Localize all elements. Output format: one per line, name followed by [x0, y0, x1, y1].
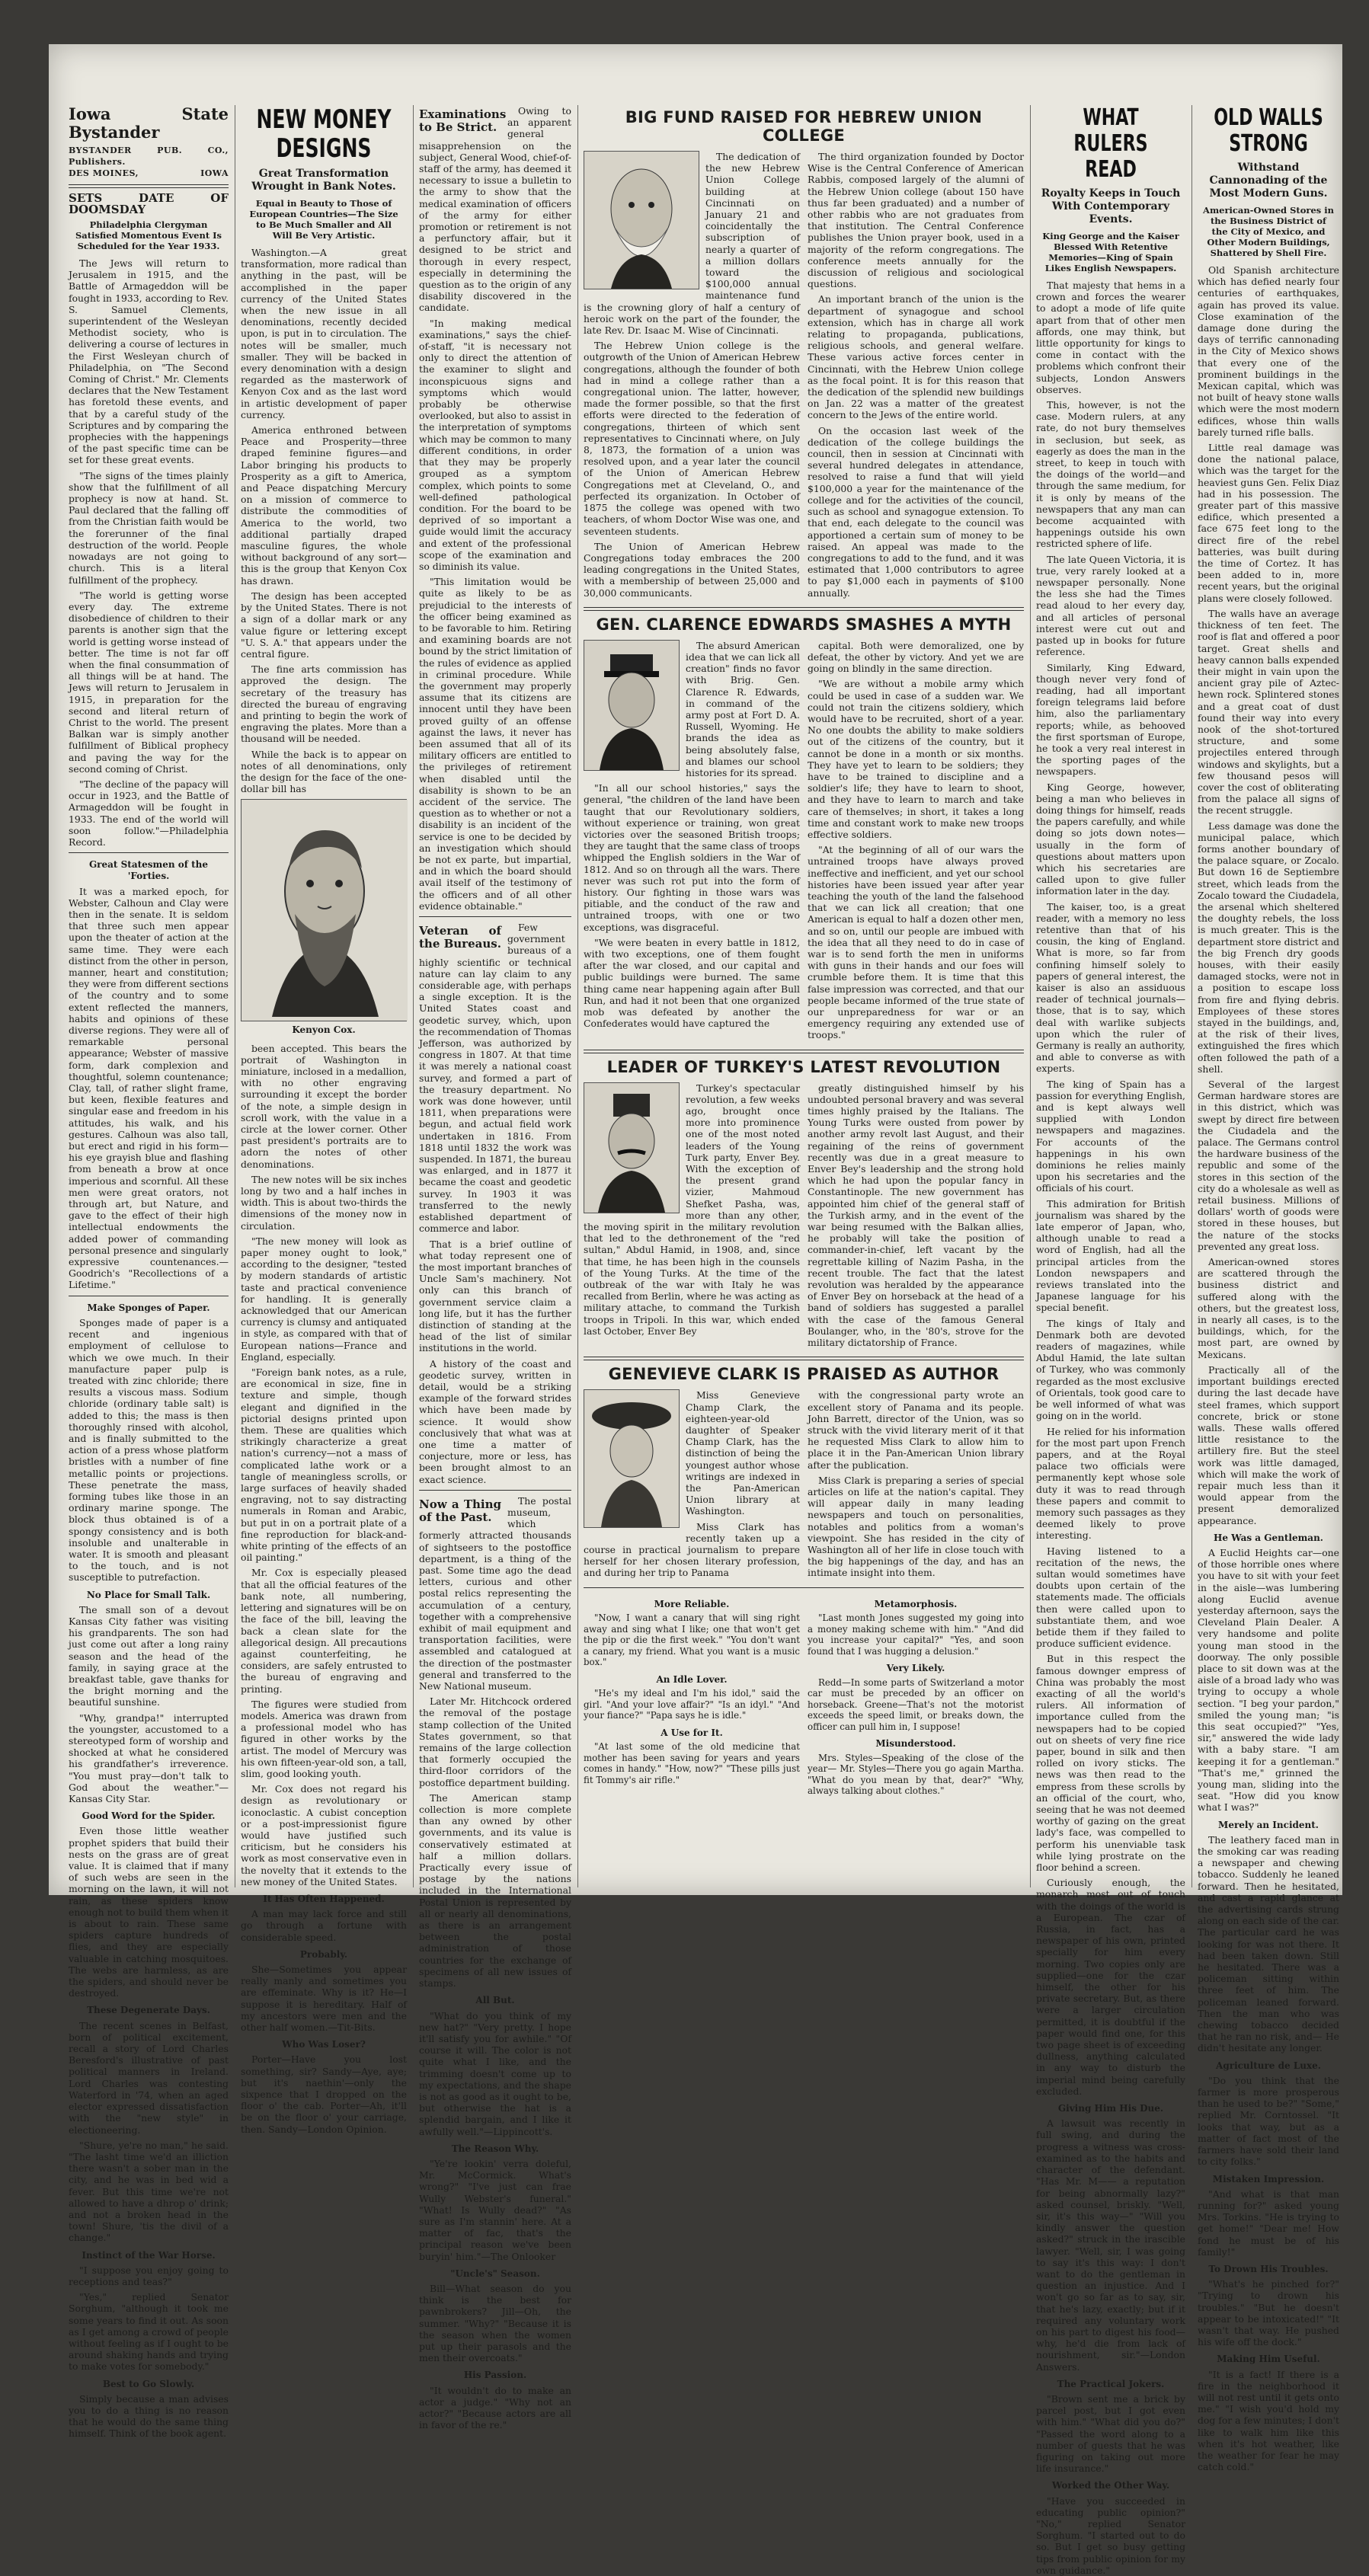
paragraph: "In all our school histories," says the general, "the children of the land have been taught that our Revolutionary soldiers, without experience or training, won great victories over the seasoned British troops; they are taught that the same class of troops whipped the English soldiers in the War of 1812. And so on through all the wars. There never was such rot put into the form of history. Our fighting in those wars was pitiable, and the conduct of the raw and untrained troops, with one or two exceptions, was disgraceful. — [584, 782, 800, 933]
rulers-headline: WHAT RULERS READ — [1073, 104, 1148, 183]
portrait-illustration — [584, 152, 699, 289]
paragraph: The postal museum, which formerly attracted thousands of sightseers to the postoffice department, is a thing of the past. Some time ago the dead letters, curious and other postal relics representing the accumulation of a century, together with a comprehensive exhibit of mail equipment and transportation facilities, were assembled and catalogued at the direction of the postmaster general and transferred to the New National museum. — [419, 1494, 571, 1692]
paragraph: But in this respect the famous downger empress of China was probably the most exacting of all the world's rulers. All information of importance culled from the newspapers had to be copied out on sheets of very fine rice paper, bound in silk and then rolled on ivory sticks. The news was then read to the empress from these scrolls by an official of the court, who, seeing that he was not deemed worthy of gazing on the great lady's face, was compelled to perform his unenviable task while lying prostrate on the floor behind a screen. — [1036, 1653, 1185, 1874]
degenerate-headline: These Degenerate Days. — [87, 2005, 210, 2016]
doomsday-body — [69, 257, 229, 848]
paragraph: "This limitation would be quite as likely to be as prejudicial to the interests of the officer being examined as to be favorable to him. Retiring and examining boards are not bound by the strict limitation of the rules of evidence as applied in criminal procedure. While the government may properly assume that its citizens are innocent until they have been proved guilty of an offense against the laws, it never has been assumed that all of its military officers are entitled to the privileges of retirement when disabled until the disability is shown to be an accident of the service. The question as to whether or not a disability is an incident of the service is one to be decided by an investigation which should be not ex parte, but impartial, and in which the board should avail itself of the testimony of the officers and of all other evidence obtainable." — [419, 576, 571, 912]
turkey-headline: LEADER OF TURKEY'S LATEST REVOLUTION — [606, 1057, 1001, 1076]
walls-deck: American-Owned Stores in the Business District of the City of Mexico, and Other Modern Buildings, Shattered by Shell Fire. — [1203, 205, 1334, 258]
enver-bey-portrait — [584, 1082, 680, 1213]
item-text: "He's my ideal and I'm his idol," said the girl. "And your love affair?" "Is an idyl." "And your fiance?" "Papa says he is idle." — [584, 1688, 800, 1721]
column-6 — [1036, 104, 1185, 2576]
item-headline: He Was a Gentleman. — [1214, 1532, 1323, 1543]
edwards-headline: GEN. CLARENCE EDWARDS SMASHES A MYTH — [596, 615, 1012, 634]
smalltalk-headline: No Place for Small Talk. — [86, 1589, 211, 1600]
paragraph: been accepted. This bears the portrait of Washington in miniature, inclosed in a medallion, with no other engraving surrounding it except the border of the note, a simple design in scroll work, with the value in a circle at the lower corner. Other past president's portraits are to adorn the notes of other denominations. — [241, 1042, 407, 1170]
rulers-body — [1036, 280, 1185, 2097]
divider — [584, 1050, 1024, 1053]
warhorse-body — [69, 2264, 229, 2373]
walls-headline: OLD WALLS STRONG — [1214, 104, 1323, 157]
item-headline: Making Him Useful. — [1217, 2354, 1320, 2365]
rulers-deck: King George and the Kaiser Blessed With Retentive Memories—King of Spain Likes English Newspapers. — [1042, 231, 1179, 273]
paragraph: "The decline of the papacy will occur in 1923, and the Battle of Armageddon will be fought in 1933. The end of the world will soon follow."—Philadelphia Record. — [69, 778, 229, 848]
paragraph: "The new money will look as paper money ought to look," according to the designer, "tested by modern standards of artistic taste and practical convenience for handling. It is generally acknowledged that our American currency is clumsy and antiquated in style, as compared with that of European nations—France and England, especially. — [241, 1235, 407, 1363]
item-text: "And what is that man running for?" asked young Mrs. Torkins. "He is trying to get home!" "Dear me! How fond he must be of his family!" — [1198, 2188, 1339, 2258]
paragraph: The small son of a devout Kansas City father was visiting his grandparents. The son had just come out after a long rainy season and the head of the family, in saying grace at the breakfast table, gave thanks for the bright morning and the beautiful sunshine. — [69, 1603, 229, 1708]
paragraph: "The world is getting worse every day. The extreme disobedience of children to their parents is another sign that the world is getting worse instead of better. The time is not far off when the final consummation of all things will be at hand. The Jews will return to Jerusalem in 1915, in preparation for the second and literal return of Christ to the world. The present Balkan war is simply another fulfillment of Biblical prophecy and paving the way for the second coming of Christ. — [69, 589, 229, 775]
paragraph: "Why, grandpa!" interrupted the youngster, accustomed to a stereotyped form of worship and shocked at what he considered his grandfather's irreverence. "You must pray—don't talk to God about the weather."—Kansas City Star. — [69, 1711, 229, 1805]
misc4-items-left — [584, 1593, 800, 1801]
masthead-state: IOWA — [200, 168, 229, 179]
masthead-publisher: BYSTANDER PUB. CO., Publishers. — [69, 145, 229, 168]
item-headline: Who Was Loser? — [282, 2039, 366, 2050]
money-body — [241, 247, 407, 794]
hebrew-body-continued — [808, 151, 1024, 602]
paragraph: Even those little weather prophet spiders that build their nests on the grass are of great value. It is claimed that if many of such webs are seen in the morning on the lawn, it will not rain, as these spiders know enough not to build them when it is about to rain. These same spiders capture hundreds of flies, and they are especially valuable in catching mosquitoes. The webs are harmless, as are the spiders, and should never be destroyed. — [69, 1825, 229, 1999]
goslowly-body — [69, 2393, 229, 2440]
paragraph: American-owned stores are scattered through the business district and suffered along with the others, but the greatest loss, in nearly all cases, is to the buildings, which, for the most part, are owned by Mexicans. — [1198, 1256, 1339, 1360]
paragraph: capital. Both were demoralized, one by defeat, the other by victory. And yet we are going on blindly in the same direction. — [808, 639, 1024, 675]
column-rule — [413, 105, 414, 1887]
item-text: A man may lack force and still go through a fortune with considerable speed. — [241, 1908, 407, 1943]
paragraph: Few government bureaus of a highly scientific or technical nature can lay claim to any considerable age, with perhaps a single exception. It is the United States coast and geodetic survey, which, upon the recommendation of Thomas Jefferson, was authorized by congress in 1807. At that time it was merely a national coast survey, and formed a part of the treasury department. No work was done however, until 1811, when preparations were begun, and actual field work undertaken in 1816. From 1818 until 1832 the work was suspended. In 1871, the bureau was enlarged, and in 1877 it became the coast and geodetic survey. In 1903 it was transferred to the newly established department of commerce and labor. — [419, 922, 572, 1235]
genevieve-headline: GENEVIEVE CLARK IS PRAISED AS AUTHOR — [608, 1365, 1000, 1384]
money-headline: NEW MONEY DESIGNS — [256, 104, 392, 164]
sponges-body — [69, 1317, 229, 1584]
paragraph: While the back is to appear on notes of all denominations, only the design for the face of the one-dollar bill has — [241, 748, 407, 795]
divider — [419, 1490, 571, 1491]
paragraph: Mr. Cox does not regard his design as revolutionary or iconoclastic. A cubist conception or a post-impressionist figure would have justified such criticism, but he considers his work as most conservative even in the novelty that it extends to the new money of the United States. — [241, 1783, 407, 1887]
paragraph: "We are without a mobile army which could be used in case of a sudden war. We could not train the citizens soldiery, which would have to be recruited, short of a year. No one doubts the ability to make soldiers out of the citizens of the country, but it cannot be done in a month or six months. They have yet to learn to be soldiers; they have to be trained to discipline and a soldier's life; they have to learn to shoot, and they have to learn to march and take care of themselves; in short, it takes a long time and constant work to make new troops effective soldiers. — [808, 678, 1024, 840]
paragraph: with the congressional party wrote an excellent story of Panama and its people. John Barrett, director of the Union, was so struck with the vivid literary merit of it that he requested Miss Clark to allow him to place it in the Pan-American Union library after the publication. — [808, 1389, 1024, 1471]
portrait-illustration — [584, 1390, 679, 1527]
paragraph: King George, however, being a man who believes in doing things for himself, reads the papers carefully, and while doing so jots down notes—usually in the form of questions about matters upon which his secretaries are called upon to give fuller information later in the day. — [1036, 781, 1185, 897]
paragraph: "Foreign bank notes, as a rule, are economical in size, fine in texture and simple, though elegant and dignified in the pictorial designs printed upon them. These are qualities which strikingly characterize a great nation's currency—not a mass of complicated lathe work or a tangle of meaningless scrolls, or large surfaces of heavily shaded engraving, not to say distracting numerals in Roman and Arabic, but put in on a portrait plate of a fine reproduction for black-and-white printing of the effects of an oil painting." — [241, 1366, 407, 1564]
item-text: Redd—In some parts of Switzerland a motor car must be preceded by an officer on horseback. Greene—That's not the motorist exceeds the speed limit, or breaks down, the officer can pull him in, I suppose! — [808, 1676, 1024, 1732]
thing-body — [419, 1495, 571, 1990]
paragraph: A history of the coast and geodetic survey, written in detail, would be a striking example of the forward strides which have been made by science. It would show conclusively that what was at one time a matter of conjecture, more or less, has been brought almost to an exact science. — [419, 1357, 571, 1485]
edwards-body-continued — [808, 640, 1024, 1045]
divider — [584, 607, 1024, 611]
item-headline: Metamorphosis. — [874, 1598, 958, 1609]
paragraph: Having listened to a recitation of the news, the sultan would sometimes have doubts upon certain of the statements made. The officials then were called upon to substantiate them, and woe betide them if they failed to produce sufficient evidence. — [1036, 1545, 1185, 1650]
center-spread — [584, 105, 1024, 1887]
genevieve-clark-portrait — [584, 1389, 680, 1528]
degenerate-body — [69, 2020, 229, 2244]
paragraph: "I suppose you enjoy going to receptions and teas?" — [69, 2264, 229, 2287]
money-deck: Equal in Beauty to Those of European Countries—The Size to Be Much Smaller and All Will Be Very Artistic. — [249, 198, 398, 241]
item-headline: A Use for It. — [661, 1727, 723, 1738]
item-text: "Do you think that the farmer is more prosperous than he used to be?" "Some," replied Mr. Corntossel. "It looks that way, but as a matter of fact most of the farmers have sold their land to city folks." — [1198, 2074, 1339, 2168]
item-text: The leathery faced man in the smoking car was reading a newspaper and chewing tobacco. Suddenly he leaned forward. Then he hesitated, and cast a rapid glance at the advertising cards strung along on each side of the car. The particular card he was looking for was not there. It had been taken down. Still he hesitated. There was a policeman sitting within three feet of him. The policeman leaned forward. Then the man who was chewing tobacco decided that he ran no risk, and— He didn't hesitate any longer. — [1198, 1833, 1339, 2054]
statesmen-body — [69, 886, 229, 1291]
paragraph: "At the beginning of all of our wars the untrained troops have always proved ineffective and inefficient, and yet our school histories have been issued year after year teaching the youth of the land the falsehood that we can lick all creation; that one American is equal to half a dozen other men, and so on, until our people are imbued with the idea that all they need to do in case of war is to send forth the men in uniforms with guns in their hands and our foes will crumble before them. It is time that this false impression was corrected, and that our people became informed of the true state of our unpreparedness for war or an emergency requiring any extended use of troops." — [808, 844, 1024, 1041]
examinations-body — [419, 105, 571, 912]
edwards-portrait — [584, 640, 680, 771]
paragraph: Several of the largest German hardware stores are in this district, which was swept by direct fire between the Ciudadela and the palace. The Germans control the hardware business of the republic and some of the stores in this section of the city do a wholesale as well as retail business. Millions of dollars' worth of goods were stored in these houses, but the nature of the stocks prevented any great loss. — [1198, 1079, 1339, 1252]
paragraph: The king of Spain has a passion for everything English, and is kept always well supplied with London newspapers and magazines. For accounts of the happenings in his own dominions he relies mainly upon his secretaries and the officials of his court. — [1036, 1078, 1185, 1194]
sponges-headline: Make Sponges of Paper. — [87, 1302, 210, 1313]
paragraph: The absurd American idea that we can lick all creation" finds no favor with Brig. Gen. Clarence R. Edwards, in command of the army post at Fort D. A. Russell, Wyoming. He brands the idea as being absolutely false, and blames our school histories for its spread. — [686, 639, 800, 778]
item-text: "At last some of the old medicine that mother has been saving for years and years comes in handy." "How, now?" "These pills just fit Tommy's air rifle." — [584, 1741, 800, 1785]
paragraph: Old Spanish architecture which has defied nearly four centuries of earthquakes, again has proved its value. Close examination of the damage done during the days of terrific cannonading in the City of Mexico shows that every one of the prominent buildings in the Mexican capital, which was not built of heavy stone walls which were the most modern edifices, whose thin walls barely turned rifle balls. — [1198, 264, 1339, 438]
paragraph: The dedication of the new Hebrew Union College building at Cincinnati on January 21 and coincidentally the subscription of nearly a quarter of a million dollars toward the $100,000 annual maintenance fund is the crowning glory of half a century of heroic work on the part of the founder, the late Rev. Dr. Isaac M. Wise of Cincinnati. — [584, 151, 800, 337]
paragraph: Curiously enough, the monarch most out of touch with the doings of the world is a European. The czar of Russia, in fact, has a newspaper of his own, printed specially for him every morning. Two copies only are supplied—one for the czar himself, the other for his private secretary. But, as there were a larger circulation permitted, it is doubtful if the paper would find one, for this two page sheet is of exceeding dullness, anything calculated in any way to disturb the imperial mind being carefully excluded. — [1036, 1877, 1185, 2097]
masthead-city-line — [69, 168, 229, 179]
column-7 — [1198, 104, 1340, 2473]
item-headline: Giving Him His Due. — [1057, 2103, 1164, 2114]
paragraph: "In making medical examinations," says the chief-of-staff, "it is necessary not only to direct the attention of the examiner to slight and inconspicuous signs and symptoms which would probably be otherwise overlooked, but also to assist in the interpretation of symptoms which may be common to many different conditions, in order that they may be properly grouped as a symptom complex, which points to some well-defined pathological condition. For the board to be deprived of so important a guide would limit the accuracy and extent of the professional scope of the examination and so diminish its value. — [419, 317, 571, 572]
item-headline: Misunderstood. — [875, 1738, 956, 1750]
kenyon-cox-caption: Kenyon Cox. — [292, 1024, 356, 1036]
item-text: A lawsuit was recently in full swing, and during the progress a witness was cross-examined as to the habits and character of the defendant. "Has Mr. M—— a reputation for being abnormally lazy?" asked counsel, briskly. "Well, sir, it's this way—" "Will you kindly answer the question asked?" struck in the irascible lawyer. "Well, sir, I was going to say it's this way: I don't want to do the gentleman in question an injustice. And I won't go so far as to say, sir, that he's lazy, exactly; but if it required any voluntary work on his part to digest his food—why, he'd die from lack of nourishment, sir."—London Answers. — [1036, 2117, 1185, 2373]
genevieve-body-continued — [808, 1389, 1024, 1582]
paragraph: The American stamp collection is more complete than any owned by other governments, and its value is conservatively estimated at half a million dollars. Practically every issue of postage by the nations included in the International Postal Union is represented by all or nearly all denominations, as there is an arrangement between the postal administration of those countries for the exchange of specimens of all new issues of stamps. — [419, 1791, 571, 1990]
item-headline: More Reliable. — [654, 1598, 730, 1609]
paragraph: The fine arts commission has approved the design. The secretary of the treasury has directed the bureau of engraving and printing to begin the work of engraving the plates. More than a thousand will be needed. — [241, 663, 407, 745]
paragraph: Practically all of the important buildings erected during the last decade have steel frames, which support concrete, brick or stone walls. These walls offered little resistance to the artillery fire. But the steel work was little damaged, which will make the work of repair much less than it would appear from the present demoralized appearance. — [1198, 1363, 1339, 1526]
item-text: She—Sometimes you appear really manly and sometimes you are effeminate. Why is it? He—I suppose it is hereditary. Half of my ancestors were men and the other half women.—Tit-Bits. — [241, 1963, 407, 2033]
veteran-body — [419, 922, 571, 1485]
paragraph: "The signs of the times plainly show that the fulfillment of all prophecy is now at hand. St. Paul declared that the falling off from the Christian faith would be the forerunner of the final destruction of the world. People nowadays are not going to church. This is a literal fulfillment of the prophecy. — [69, 469, 229, 586]
veteran-headline: Veteran of the Bureaus. — [419, 924, 501, 951]
statesmen-headline: Great Statesmen of the 'Forties. — [88, 859, 209, 882]
column-3 — [419, 105, 572, 2431]
rulers-subhead: Royalty Keeps in Touch With Contemporary Events. — [1041, 187, 1181, 225]
paragraph: An important branch of the union is the department of synagogue and school extension, which has in charge all work relating to propaganda, publications, religious schools, and general welfare. These various active forces center in Cincinnati, with the Hebrew Union college as the focal point. It is for this reason that the dedication of the splendid new buildings on Jan. 22 was a matter of the greatest concern to the Jews of the entire world. — [808, 293, 1024, 421]
item-text: "It wouldn't do to make an actor a judge." "Why not an actor?" "Because actors are all in favor of the re." — [419, 2384, 571, 2431]
paragraph: Mr. Cox is especially pleased that all the official features of the bank note, all numbering, lettering and signatures will be on the face of the bill, leaving the back a clean slate for the allegorical design. All precautions against counterfeiting, he considers, are safely entrusted to the bureau of engraving and printing. — [241, 1567, 407, 1695]
paragraph: That majesty that hems in a crown and forces the wearer to adopt a mode of life quite apart from that of other men affords, one may think, but little opportunity for kings to come in contact with the problems which confront their subjects, London Answers observes. — [1036, 280, 1185, 395]
examinations-headline: Examinations to Be Strict. — [419, 107, 507, 134]
money-body-continued — [241, 1043, 407, 1887]
divider — [69, 852, 229, 853]
money-subhead: Great Transformation Wrought in Bank Notes. — [251, 168, 396, 193]
goslowly-headline: Best to Go Slowly. — [102, 2378, 195, 2389]
misc2-items — [241, 1894, 407, 2135]
paragraph: The recent scenes in Belfast, born of political excitement, recall a story of Lord Charles Beresford's illustrative of past political manners in Ireland. Lord Charles was contesting Waterford in '74, when an aged elector expressed dissatisfaction with the "new style" in electioneering. — [69, 2019, 229, 2136]
paragraph: Miss Clark has recently taken up a course in practical journalism to prepare herself for her chosen literary profession, and during her trip to Panama — [584, 1520, 800, 1579]
column-rule — [1030, 105, 1031, 1887]
item-headline: Mistaken Impression. — [1212, 2173, 1325, 2184]
item-headline: "Uncle's" Season. — [450, 2268, 540, 2279]
thing-headline: Now a Thing of the Past. — [419, 1497, 501, 1524]
paragraph: This, however, is not the case. Modern rulers, at any rate, do not bury themselves in seclusion, but seek, as eagerly as does the man in the street, to keep in touch with the doings of the world—and through the same medium, for it is only by means of the newspapers that any man can become acquainted with happenings outside his own restricted sphere of life. — [1036, 399, 1185, 550]
divider — [419, 916, 571, 917]
portrait-illustration — [584, 641, 679, 770]
masthead-title: Iowa State Bystander — [69, 104, 229, 142]
paragraph: The Jews will return to Jerusalem in 1915, and the Battle of Armageddon will be fought in 1933, according to Rev. S. Samuel Clements, superintendent of the Wesleyan Methodist society, who is delivering a course of lectures in the First Wesleyan church of Philadelphia, on "The Second Coming of Christ." Mr. Clements declares that the New Testament has foretold these events, and that by a careful study of the Scriptures and by comparing the prophecies with the happenings of the past specific time can be set for these great events. — [69, 257, 229, 466]
portrait-illustration — [584, 1083, 679, 1213]
paragraph: The new notes will be six inches long by two and a half inches in width. This is about two-thirds the dimensions of the money now in circulation. — [241, 1173, 407, 1232]
item-text: "Brown sent me a brick by parcel post, but I got even with him." "What did you do?" "Passed the word along to a number of guests that he was figuring on taking out more life insurance." — [1036, 2392, 1185, 2475]
paragraph: Later Mr. Hitchcock ordered the removal of the postage stamp collection of the United States government, so that remains of the large collection that formerly occupied the third-floor corridors of the postoffice department building. — [419, 1695, 571, 1788]
paragraph: This admiration for British journalism was shared by the late emperor of Japan, who, although unable to read a word of English, had all the principal articles from the London newspapers and reviews translated into the Japanese language for his special benefit. — [1036, 1197, 1185, 1314]
paragraph: "We were beaten in every battle in 1812, with two exceptions, one of them fought after the war closed, and our capital and public buildings were burned. The same thing came near happening again after Bull Run, and had it not been that one organized mob was defeated by another the Confederates would have captured the — [584, 936, 800, 1030]
paragraph: The walls have an average thickness of ten feet. The roof is flat and offered a poor target. Great shells and heavy cannon balls expended their might in vain upon the ancient gray pile of Aztec-hewn rock. Splintered stones and a great coat of dust found their way into every nook of the shot-tortured structure, and some projectiles entered through windows and skylights, but a few thousand pesos will cover the cost of obliterating from the palace all signs of the recent struggle. — [1198, 607, 1339, 817]
misc3-items — [419, 1995, 571, 2431]
walls-subhead: Withstand Cannonading of the Most Modern Guns. — [1209, 161, 1328, 200]
item-text: A Euclid Heights car—one of those horrible ones where you have to sit with your feet in the aisle—was lumbering along Euclid avenue yesterday afternoon, says the Cleveland Plain Dealer. A very handsome and polite young man stood in the doorway. The only possible place to sit down was at the aisle of a broad lady who was trying to occupy a whole section. "I beg your pardon," smiled the young man; "is this seat occupied?" "Yes, sir," answered the wide lady with a baby stare. "I am keeping it for a gentleman." "That's me," grinned the young man, sliding into the seat. "How did you know what I was?" — [1198, 1546, 1339, 1814]
item-headline: To Drown His Troubles. — [1208, 2263, 1329, 2274]
doomsday-headline: SETS DATE OF DOOMSDAY — [69, 190, 229, 216]
paragraph: Less damage was done the municipal palace, which forms another boundary of the palace square, or Zocalo. But down 16 de Septiembre street, which leads from the Zocalo toward the Ciudadela, the arsenal which sheltered the doughty rebels, the loss is much greater. This is the department store district and the big French dry goods houses, with their easily damaged stocks, were not in a position to escape loss from fire and flying debris. Employees of these stores stayed in the buildings, and, at the risk of their lives, extinguished the fires which often followed the path of a shell. — [1198, 820, 1339, 1075]
paragraph: The figures were studied from models. America was drawn from a professional model who has figured in other works by the artist. The model of Mercury was his own fifteen-year-old son, a tall, slim, good looking youth. — [241, 1698, 407, 1779]
paragraph: That is a brief outline of what today represent one of the most important branches of Uncle Sam's machinery. Not only can this branch of government service claim a long life, but it has the further distinction of standing at the head of the list of similar institutions in the world. — [419, 1238, 571, 1354]
newspaper-page — [49, 44, 1342, 2576]
column-1 — [69, 104, 229, 2440]
paragraph: Sponges made of paper is a recent and ingenious employment of cellulose to which we owe much. In their manufacture paper pulp is treated with zinc chloride; there results a viscous mass. Sodium chloride (ordinary table salt) is added to this; the mass is then thoroughly rinsed with alcohol, and is finally submitted to the action of a press whose platform bristles with a number of fine metallic points or projections. These penetrate the mass, forming tubes like those in an ordinary marine sponge. The block thus obtained is of a spongy consistency and is both insoluble and unalterable in water. It is smooth and pleasant to the touch, and is not susceptible to putrefaction. — [69, 1316, 229, 1584]
warhorse-headline: Instinct of the War Horse. — [82, 2249, 216, 2261]
item-text: "Have you succeeded in educating public opinion?" "No," replied Senator Sorghum. "I started out to do so. But I get so busy getting tips from public opinion for my own guidance." — [1036, 2495, 1185, 2576]
turkey-body-continued — [808, 1082, 1024, 1353]
kenyon-cox-portrait — [241, 799, 407, 1021]
paragraph: The kaiser, too, is a great reader, with a memory no less retentive than that of his cousin, the king of England. What is more, so far from confining himself solely to papers of general interest, the kaiser is also an assiduous reader of technical journals—those, that is to say, which deal with warlike subjects upon which the ruler of Germany is really an authority, and able to converse as with experts. — [1036, 900, 1185, 1075]
misc5-items — [1036, 2103, 1185, 2576]
paragraph: The kings of Italy and Denmark both are devoted readers of magazines, while Abdul Hamid, the late sultan of Turkey, who was commonly regarded as the most exclusive of Orientals, took good care to be well informed of what was going on in the world. — [1036, 1317, 1185, 1422]
walls-body — [1198, 264, 1339, 1526]
item-text: Bill—What season do you think is the best for pawnbrokers? Jill—Oh, the summer. "Why?" "Because it is the season when the women put up their parasols and the men their overcoats." — [419, 2282, 571, 2364]
item-headline: Agriculture de Luxe. — [1216, 2060, 1321, 2071]
masthead-publisher-line — [69, 145, 229, 168]
item-headline: Worked the Other Way. — [1051, 2480, 1170, 2491]
column-2 — [241, 104, 407, 2135]
paragraph: Little real damage was done the national palace, which was the target for the heaviest guns Gen. Felix Diaz had in his possession. The greater part of this massive edifice, which presented a face 675 feet long to the direct fire of the rebel batteries, was built during the time of Cortez. It has been added to in, more recent years, but the original plans were closely followed. — [1198, 442, 1339, 604]
paragraph: Turkey's spectacular revolution, a few weeks ago, brought once more into prominence one of the most noted leaders of the Young Turk party, Enver Bey. With the exception of the present grand vizier, Mahmoud Shefket Pasha, was, more than any other, the moving spirit in the military revolution that led to the dethronement of the "red sultan," Abdul Hamid, in 1908, and, since that time, he has been high in the counsels of the Young Turks. At the time of the outbreak of the war with Italy he was recalled from Berlin, where he was acting as military attache, to command the Turkish troops in Tripoli. In this war, which ended last October, Enver Bey — [584, 1082, 800, 1337]
masthead-city: DES MOINES, — [69, 168, 139, 179]
item-headline: All But. — [475, 1995, 515, 2006]
paragraph: Owing to an apparent general misapprehension on the subject, General Wood, chief-of-staff of the army, has deemed it necessary to issue a bulletin to the army to show that the medical examination of officers of the army for either promotion or retirement is not a perfunctory affair, but it designed to be strict and thorough in every respect, especially in determining the question as to the origin of any disability discovered in the candidate. — [419, 105, 571, 314]
paragraph: Washington.—A great transformation, more radical than anything in the past, will be accomplished in the paper currency of the United States when the new issue in all denominations, recently decided upon, is put in to circulation. The notes will be smaller, much smaller. They will be backed in every denomination with a design regarded as the masterwork of Kenyon Cox and as the last word in artistic development of paper currency. — [241, 247, 407, 420]
paragraph: "Shure, ye're no man," he said. "The lasht time we'd an illiction there wasn't a sober man in the city, and he was in bed wid a fever. But this time we're not allowed to have a dhrop o' drink; and not a broken head in the town! Shure, 'tis the divil of a change." — [69, 2139, 229, 2244]
paragraph: The Union of American Hebrew Congregations today embraces the 200 leading congregations in the United States, with a membership of between 25,000 and 30,000 communicants. — [584, 540, 800, 599]
misc6-items — [1198, 1532, 1339, 2473]
item-headline: Merely an Incident. — [1218, 1819, 1319, 1830]
paragraph: Similarly, King Edward, though never very fond of reading, had all important foreign telegrams laid before him, also the parliamentary reports; while, as behooved the first sportsman of Europe, he took a very real interest in the sporting pages of the newspapers. — [1036, 661, 1185, 778]
paragraph: The late Queen Victoria, it is true, very rarely looked at a newspaper personally. None the less she had the Times read aloud to her every day, and all articles of personal interest were cut out and pasted up in books for future reference. — [1036, 553, 1185, 658]
paragraph: The design has been accepted by the United States. There is not a sign of a dollar mark or any value figure or lettering except "U. S. A." that appears under the central figure. — [241, 590, 407, 660]
isaac-wise-portrait — [584, 151, 699, 289]
paragraph: Miss Clark is preparing a series of special articles on life at the nation's capital. They will appear daily in many leading newspapers and touch on personalities, notables and politics from a woman's viewpoint. She has resided in the city of Washington all of her life in close touch with the big happenings of the day, and has an intimate insight into them. — [808, 1474, 1024, 1579]
item-headline: The Practical Jokers. — [1057, 2378, 1165, 2389]
item-text: "Ye're lookin' verra doleful, Mr. McCormick. What's wrong?" "I've just can frae Wully Webster's funeral." "What! Is Wully dead?" "As sure as I'm stannin' here. At a matter of fac, that's the principal reason we've been buryin' him."—The Onlooker — [419, 2157, 571, 2262]
paragraph: It was a marked epoch, for Webster, Calhoun and Clay were then in the senate. It is seldom that three such men appear upon the theater of action at the same time. They were each distinct from the other in person, manner, heart and constitution; they were from different sections of the country and to some extent reflected the manners, habits and opinions of these diverse regions. They were all of remarkable personal appearance; Webster of massive form, dark complexion and thoughtful, solemn countenance; Clay, tall, of rather slight frame, but keen, flexible features and singular ease and freedom in his attitudes, his walk, and his gestures. Calhoun was also tall, but erect and rigid in his form—his eye grayish blue and flashing from beneath a brow at once imperious and scornful. All these men were great orators, not through art, but Nature, and gave to the effect of their high intellectual endowments the added power of commanding personal presence and singularly expressive countenances.—Goodrich's "Recollections of a Lifetime." — [69, 885, 229, 1291]
item-text: "Last month Jones suggested my going into a money making scheme with him." "And did you increase your capital?" "Yes, and soon found that I was hugging a delusion." — [808, 1612, 1024, 1657]
divider — [584, 1587, 1024, 1588]
hebrew-headline: BIG FUND RAISED FOR HEBREW UNION COLLEGE — [625, 108, 983, 145]
item-headline: The Reason Why. — [451, 2143, 539, 2154]
column-rule — [1191, 105, 1192, 1887]
item-text: "It is a fact! If there is a fire in the neighborhood it will not rest until it gets onto me." "I wish you'd hold my dog for a few minutes; I don't like to walk him like this when it's hot weather, like the weather for fear he may catch cold." — [1198, 2368, 1340, 2473]
item-headline: Very Likely. — [886, 1663, 945, 1674]
paragraph: Simply because a man advises you to do a thing is no reason that he would do the same thing himself. Think of the book agent. — [69, 2392, 229, 2440]
paragraph: greatly distinguished himself by his undoubted personal bravery and was several times highly praised by the Italians. The Young Turks were ousted from power by another army revolt last August, and their regaining of the reins of government recently was due in a great measure to Enver Bey's leadership and the strong hold which he had upon the popular fancy in Constantinople. The new government has appointed him chief of the general staff of the Turkish army, and in the event of the war being resumed with the Balkan allies, he probably will take the position of commander-in-chief, left vacant by the regrettable killing of Nazim Pasha, in the recent trouble. The fact that the latest revolution was heralded by the appearance of Enver Bey on horseback at the head of a band of soldiers has suggested a parallel with the case of the famous General Boulanger, who, in the '80's, strove for the military dictatorship of France. — [808, 1082, 1024, 1349]
paragraph: He relied for his information for the most part upon French papers, and at the Royal palace two officials were permanently kept whose sole duty it was to read through these papers and commit to memory such passages as they deemed likely to prove interesting. — [1036, 1425, 1185, 1542]
item-headline: His Passion. — [463, 2370, 527, 2381]
spider-headline: Good Word for the Spider. — [82, 1811, 216, 1822]
paragraph: America enthroned between Peace and Prosperity—three draped feminine figures—and Labor bringing his products to Prosperity as a gift to America, and Peace dispatching Mercury on a mission of commerce to distribute the commodities of America to the world, two additional partially draped masculine figures, the whole without background of any sort—this is the group that Kenyon Cox has drawn. — [241, 424, 407, 586]
paragraph: On the occasion last week of the dedication of the college buildings the council, then in session at Cincinnati with several hundred delegates in attendance, resolved to raise a fund that will yield $100,000 a year for the maintenance of the college and for the activities of the council, such as school and synagogue extension. To that end, each delegate to the council was apportioned a certain sum of money to be raised. An appeal was made to the congregations to add to the fund, and it was estimated that 1,000 contributors to agree to pay $1,000 each in payments of $100 annually. — [808, 424, 1024, 599]
paragraph: The third organization founded by Doctor Wise is the Central Conference of American Rabbis, composed largely of the alumni of the Hebrew Union college (about 150 have thus far been graduated) and a number of other rabbis who are not graduates from that institution. The Central Conference publishes the Union prayer book, used in a majority of the reform congregations. The conference meets annually for the discussion of religious and sociological questions. — [808, 151, 1024, 290]
item-text: Mrs. Styles—Speaking of the close of the year— Mr. Styles—There you go again Martha. "What do you mean by that, dear?" "Why, always talking about clothes." — [808, 1752, 1024, 1797]
misc4-items-right — [808, 1593, 1024, 1801]
item-text: "What's he pinched for?" "Trying to drown his troubles." "But he doesn't appear to be intoxicated!" "It wasn't that way. He pushed his wife off the dock." — [1198, 2278, 1339, 2348]
item-headline: An Idle Lover. — [656, 1673, 728, 1685]
column-rule — [577, 105, 578, 1887]
item-text: "What do you think of my new hat?" "Very pretty. I hope it'll satisfy you for awhile." "Of course it will. The color is not quite what I like, and the trimming doesn't come up to my expectations, and the shape is not as good as it ought to be, but otherwise the hat is a splendid bargain, and I like it awfully well."—Lippincott's. — [419, 2009, 571, 2137]
spider-body — [69, 1825, 229, 1999]
paragraph: The Hebrew Union college is the outgrowth of the Union of American Hebrew congregations, although the founder of both had in mind a college rather than a congregational union. The latter, however, made the former possible, so that the first efforts were directed to the federation of congregations, thirteen of which sent representatives to Cincinnati where, on July 8, 1873, the formation of a union was resolved upon, and a year later the council of the Union of American Hebrew Congregations met at Cleveland, O., and perfected its organization. In October of 1875 the college was opened with two teachers, of whom Doctor Wise was one, and seventeen students. — [584, 340, 800, 537]
divider — [584, 1357, 1024, 1360]
item-headline: It Has Often Happened. — [263, 1893, 385, 1904]
item-text: "Now, I want a canary that will sing right away and sing what I like; one that won't get the pip or die the first week." "You don't want a canary, my friend. What you want is a music box." — [584, 1612, 800, 1668]
smalltalk-body — [69, 1604, 229, 1804]
item-headline: Probably. — [299, 1948, 348, 1960]
masthead-rule — [69, 184, 229, 188]
paragraph: "Yes," replied Senator Sorghum, "although it took me some years to find it out. As soon as I get among a crowd of people without feeling as if I ought to be around shaking hands and trying to make votes for somebody." — [69, 2291, 229, 2373]
paragraph: Miss Genevieve Champ Clark, the eighteen-year-old daughter of Speaker Champ Clark, has the distinction of being the youngest author whose writings are indexed in the Pan-American Union library at Washington. — [686, 1389, 800, 1517]
doomsday-deck: Philadelphia Clergyman Satisfied Momentous Event Is Scheduled for the Year 1933. — [75, 219, 222, 252]
item-text: Porter—Have you lost something, sir? Sandy—Aye, aye; but it's naethin'—only the sixpence that I dropped on the floor o' the cab. Porter—Ah, it'll be on the floor o' your carriage, then. Sandy—London Opinion. — [241, 2053, 407, 2135]
portrait-illustration — [241, 800, 408, 1021]
